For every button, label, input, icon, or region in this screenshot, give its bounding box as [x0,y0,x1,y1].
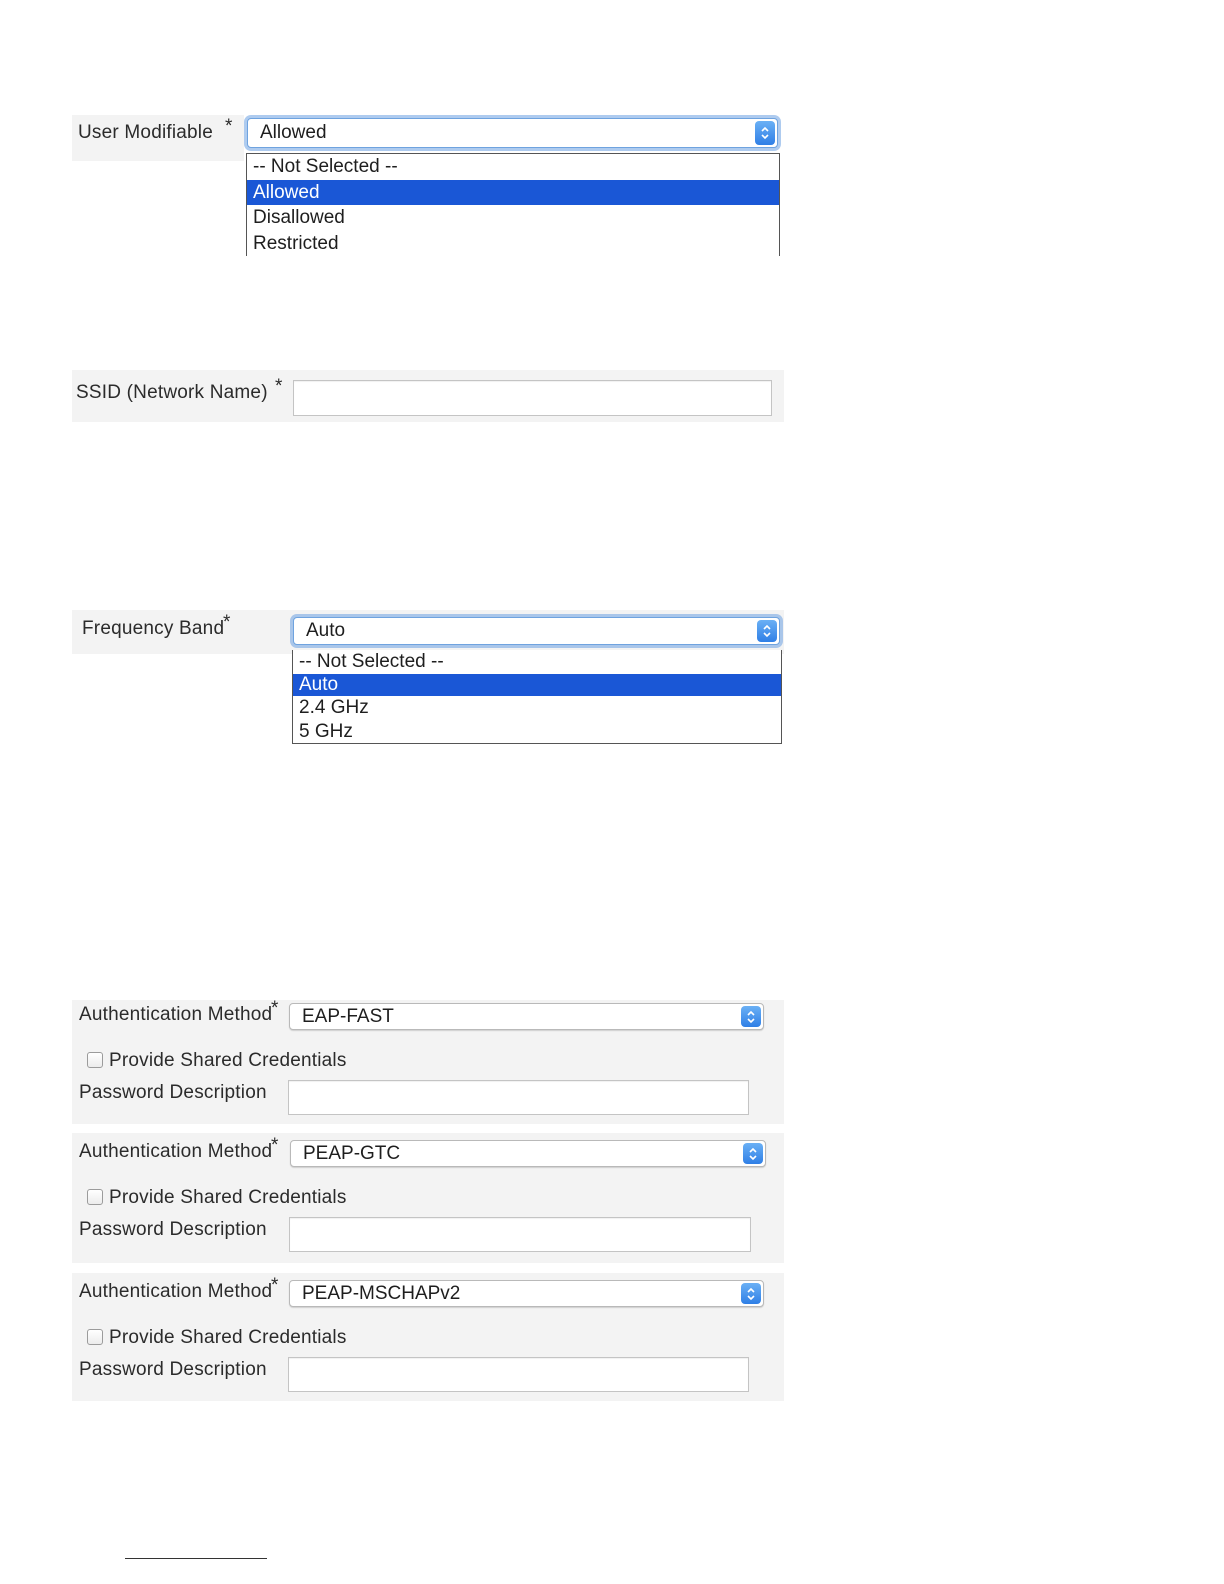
provide-shared-credentials-checkbox[interactable] [87,1329,103,1345]
up-down-chevron-icon[interactable] [741,1006,761,1027]
dropdown-option[interactable]: Disallowed [253,207,345,228]
frequency-band-dropdown-list [292,650,782,744]
authentication-method-select[interactable] [289,1003,764,1030]
provide-shared-credentials-label: Provide Shared Credentials [109,1327,347,1348]
provide-shared-credentials-label: Provide Shared Credentials [109,1187,347,1208]
up-down-chevron-icon[interactable] [743,1143,763,1164]
ssid-label: SSID (Network Name) [76,382,268,403]
required-asterisk: * [271,998,279,1019]
password-description-input[interactable] [288,1357,749,1392]
authentication-method-label: Authentication Method [79,1004,273,1025]
up-down-chevron-icon[interactable] [757,620,777,642]
dropdown-option[interactable]: Restricted [253,233,339,254]
user-modifiable-label: User Modifiable [78,122,213,143]
password-description-label: Password Description [79,1219,267,1240]
authentication-method-label: Authentication Method [79,1141,273,1162]
authentication-method-select[interactable] [289,1280,764,1307]
authentication-method-select[interactable] [290,1140,766,1167]
authentication-method-value: PEAP-MSCHAPv2 [302,1282,461,1304]
dropdown-option[interactable]: -- Not Selected -- [253,156,398,177]
frequency-band-select[interactable] [293,617,780,645]
authentication-method-value: PEAP-GTC [303,1142,401,1164]
frequency-band-label: Frequency Band [82,618,225,639]
password-description-input[interactable] [289,1217,751,1252]
authentication-method-label: Authentication Method [79,1281,273,1302]
required-asterisk: * [271,1135,279,1156]
provide-shared-credentials-checkbox[interactable] [87,1189,103,1205]
provide-shared-credentials-checkbox[interactable] [87,1052,103,1068]
user-modifiable-select[interactable] [247,118,778,148]
password-description-input[interactable] [288,1080,749,1115]
dropdown-option[interactable]: 2.4 GHz [299,697,369,718]
password-description-label: Password Description [79,1082,267,1103]
dropdown-option-selected[interactable]: Allowed [247,180,779,205]
required-asterisk: * [223,612,231,633]
user-modifiable-dropdown-list [246,153,780,256]
required-asterisk: * [271,1275,279,1296]
up-down-chevron-icon[interactable] [741,1283,761,1304]
required-asterisk: * [225,116,233,137]
up-down-chevron-icon[interactable] [755,121,775,145]
frequency-band-selected-value: Auto [306,620,346,641]
ssid-input[interactable] [293,380,772,416]
required-asterisk: * [275,376,283,397]
authentication-method-value: EAP-FAST [302,1005,394,1027]
dropdown-option[interactable]: 5 GHz [299,721,353,742]
password-description-label: Password Description [79,1359,267,1380]
user-modifiable-selected-value: Allowed [260,122,327,143]
provide-shared-credentials-label: Provide Shared Credentials [109,1050,347,1071]
footnote-separator [125,1558,267,1559]
dropdown-option[interactable]: -- Not Selected -- [299,651,444,672]
dropdown-option-selected[interactable]: Auto [293,674,781,696]
